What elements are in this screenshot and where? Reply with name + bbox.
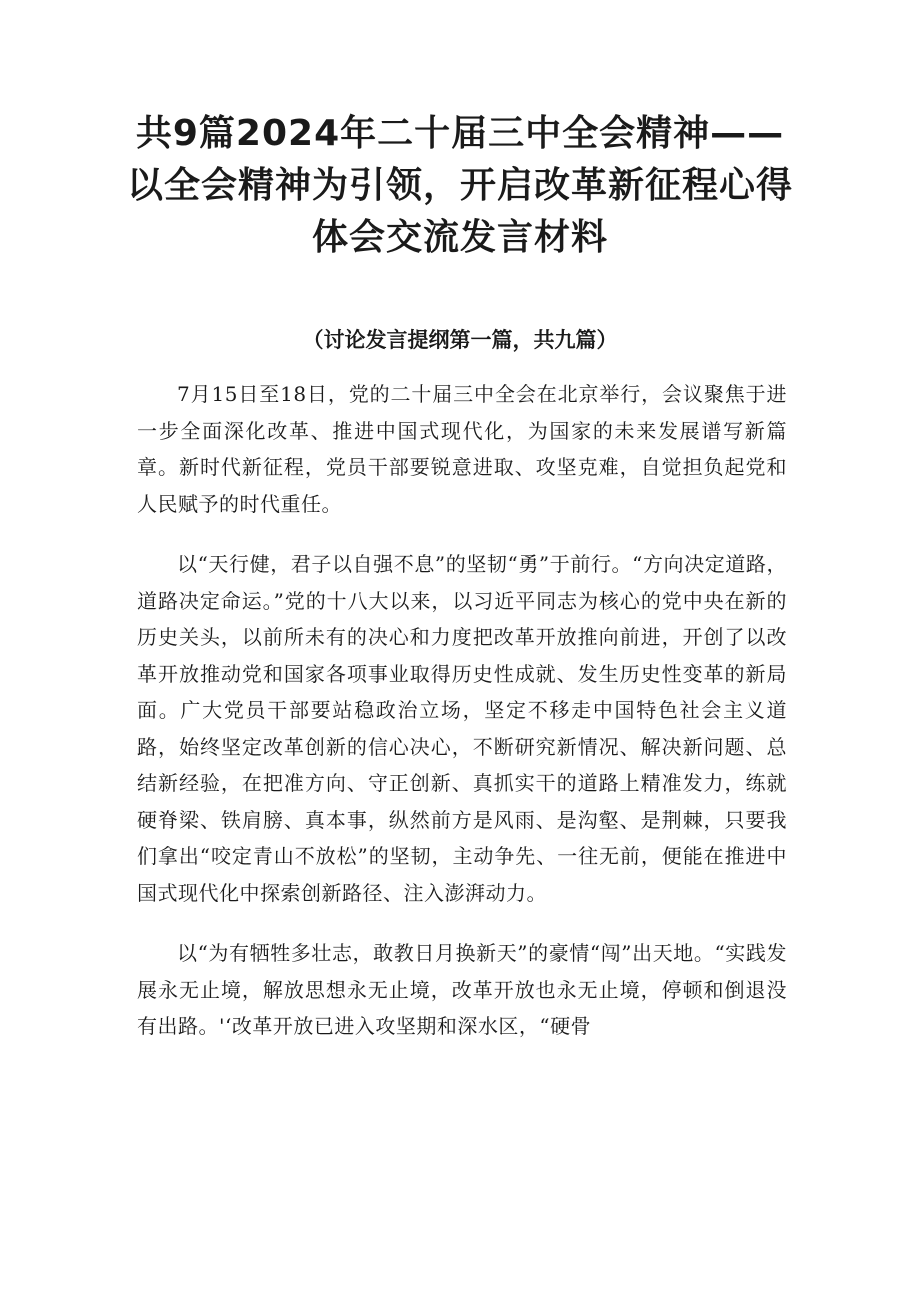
paragraph-3: 以“为有牺牲多壮志，敢教日月换新天”的豪情“闯”出天地。“实践发展永无止境，解放思想永无止境，改革开放也永无止境，停顿和倒退没有出路。'‘改革开放已进入攻坚期和深水区，“硬骨 xyxy=(137,941,787,1038)
document-subtitle: （讨论发言提纲第一篇，共九篇） xyxy=(302,328,618,352)
document-title: 共9篇2024年二十届三中全会精神——以全会精神为引领，开启改革新征程心得体会交流发言材料 xyxy=(126,113,793,258)
paragraph-2: 以“天行健，君子以自强不息”的坚韧“勇”于前行。“方向决定道路，道路决定命运。”党的十八大以来，以习近平同志为核心的党中央在新的历史关头，以前所未有的决心和力度把改革开放推向前进，开创了以改革开放推动党和国家各项事业取得历史性成就、发生历史性变革的新局面。广大党员干部要站稳政治立场，坚定不移走中国特色社会主义道路，始终坚定改革创新的信心决心，不断研究新情况、解决新问题、总结新经验，在把准方向、守正创新、真抓实干的道路上精准发力，练就硬脊梁、铁肩膀、真本事，纵然前方是风雨、是沟壑、是荆棘，只要我们拿出“咬定青山不放松”的坚韧，主动争先、一往无前，便能在推进中国式现代化中探索创新路径、注入澎湃动力。 xyxy=(137,552,787,905)
document-body xyxy=(137,376,787,1069)
paragraph-1: 7月15日至18日，党的二十届三中全会在北京举行，会议聚焦于进一步全面深化改革、推进中国式现代化，为国家的未来发展谱写新篇章。新时代新征程，党员干部要锐意进取、攻坚克难，自觉担负起党和人民赋予的时代重任。 xyxy=(137,382,787,516)
